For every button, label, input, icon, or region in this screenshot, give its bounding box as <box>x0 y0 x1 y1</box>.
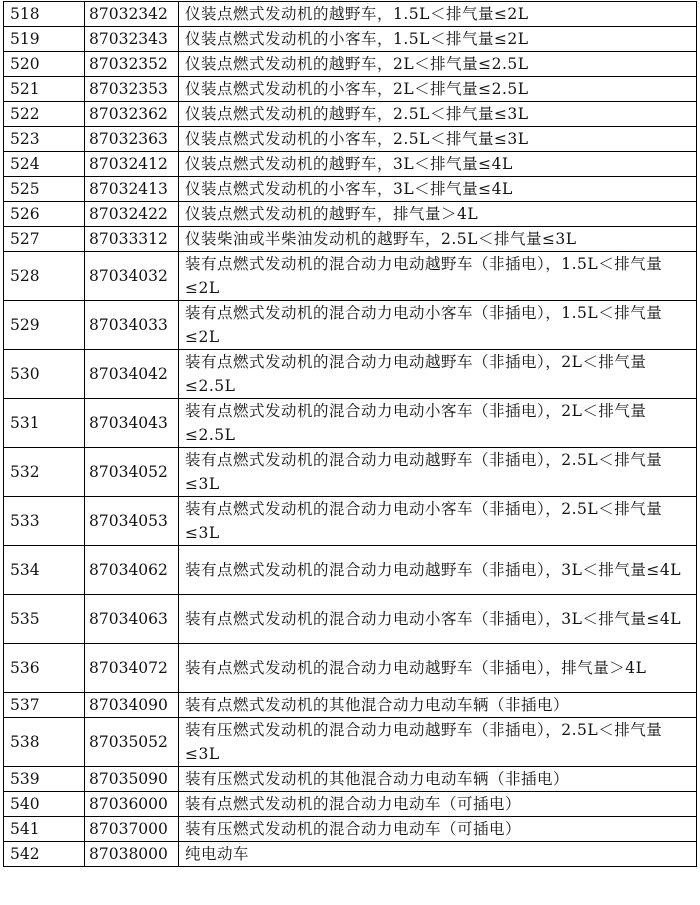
description-cell: 仪装点燃式发动机的越野车，2L＜排气量≤2.5L <box>179 52 697 77</box>
tariff-code-cell: 87034042 <box>85 350 179 399</box>
description-cell: 装有点燃式发动机的混合动力电动小客车（非插电），2L＜排气量≤2.5L <box>179 399 697 448</box>
tariff-code-cell: 87034033 <box>85 301 179 350</box>
tariff-code-cell: 87035052 <box>85 718 179 767</box>
description-cell: 仪装点燃式发动机的越野车，2.5L＜排气量≤3L <box>179 102 697 127</box>
table-row <box>4 595 697 644</box>
description-cell: 装有点燃式发动机的混合动力电动小客车（非插电），1.5L＜排气量≤2L <box>179 301 697 350</box>
row-number-cell: 521 <box>4 77 85 102</box>
table-row <box>4 2 697 27</box>
tariff-code-cell: 87032422 <box>85 202 179 227</box>
table-row <box>4 202 697 227</box>
tariff-code-cell: 87032362 <box>85 102 179 127</box>
tariff-table <box>3 1 697 867</box>
description-cell: 装有压燃式发动机的其他混合动力电动车辆（非插电） <box>179 767 697 792</box>
table-row <box>4 644 697 693</box>
table-row <box>4 842 697 867</box>
table-row <box>4 817 697 842</box>
tariff-code-cell: 87032412 <box>85 152 179 177</box>
description-cell: 装有点燃式发动机的其他混合动力电动车辆（非插电） <box>179 693 697 718</box>
table-row <box>4 27 697 52</box>
description-cell: 装有点燃式发动机的混合动力电动小客车（非插电），2.5L＜排气量≤3L <box>179 497 697 546</box>
row-number-cell: 533 <box>4 497 85 546</box>
table-row <box>4 177 697 202</box>
row-number-cell: 541 <box>4 817 85 842</box>
description-cell: 装有点燃式发动机的混合动力电动越野车（非插电），3L＜排气量≤4L <box>179 546 697 595</box>
description-cell: 仪装点燃式发动机的越野车，排气量＞4L <box>179 202 697 227</box>
description-cell: 仪装点燃式发动机的小客车，2.5L＜排气量≤3L <box>179 127 697 152</box>
description-cell: 装有点燃式发动机的混合动力电动越野车（非插电），2L＜排气量≤2.5L <box>179 350 697 399</box>
description-cell: 纯电动车 <box>179 842 697 867</box>
description-cell: 仪装点燃式发动机的小客车，2L＜排气量≤2.5L <box>179 77 697 102</box>
row-number-cell: 542 <box>4 842 85 867</box>
tariff-code-cell: 87034032 <box>85 252 179 301</box>
description-cell: 仪装点燃式发动机的小客车，3L＜排气量≤4L <box>179 177 697 202</box>
description-cell: 仪装点燃式发动机的越野车，1.5L＜排气量≤2L <box>179 2 697 27</box>
tariff-code-cell: 87032342 <box>85 2 179 27</box>
table-row <box>4 102 697 127</box>
description-cell: 装有点燃式发动机的混合动力电动车（可插电） <box>179 792 697 817</box>
row-number-cell: 532 <box>4 448 85 497</box>
row-number-cell: 524 <box>4 152 85 177</box>
row-number-cell: 537 <box>4 693 85 718</box>
row-number-cell: 538 <box>4 718 85 767</box>
description-cell: 仪装点燃式发动机的小客车，1.5L＜排气量≤2L <box>179 27 697 52</box>
table-row <box>4 497 697 546</box>
row-number-cell: 529 <box>4 301 85 350</box>
description-cell: 装有点燃式发动机的混合动力电动越野车（非插电），2.5L＜排气量≤3L <box>179 448 697 497</box>
tariff-code-cell: 87032343 <box>85 27 179 52</box>
row-number-cell: 535 <box>4 595 85 644</box>
row-number-cell: 530 <box>4 350 85 399</box>
tariff-table-body <box>4 2 697 867</box>
tariff-code-cell: 87034052 <box>85 448 179 497</box>
tariff-code-cell: 87032352 <box>85 52 179 77</box>
table-row <box>4 792 697 817</box>
table-row <box>4 546 697 595</box>
table-row <box>4 227 697 252</box>
row-number-cell: 536 <box>4 644 85 693</box>
description-cell: 装有点燃式发动机的混合动力电动越野车（非插电），1.5L＜排气量≤2L <box>179 252 697 301</box>
description-cell: 装有点燃式发动机的混合动力电动小客车（非插电），3L＜排气量≤4L <box>179 595 697 644</box>
tariff-code-cell: 87032353 <box>85 77 179 102</box>
tariff-code-cell: 87032363 <box>85 127 179 152</box>
tariff-code-cell: 87038000 <box>85 842 179 867</box>
row-number-cell: 525 <box>4 177 85 202</box>
description-cell: 装有压燃式发动机的混合动力电动车（可插电） <box>179 817 697 842</box>
tariff-code-cell: 87034062 <box>85 546 179 595</box>
row-number-cell: 528 <box>4 252 85 301</box>
table-row <box>4 77 697 102</box>
tariff-code-cell: 87036000 <box>85 792 179 817</box>
row-number-cell: 520 <box>4 52 85 77</box>
table-row <box>4 127 697 152</box>
row-number-cell: 527 <box>4 227 85 252</box>
row-number-cell: 522 <box>4 102 85 127</box>
table-row <box>4 399 697 448</box>
table-row <box>4 301 697 350</box>
tariff-code-cell: 87034053 <box>85 497 179 546</box>
tariff-code-cell: 87035090 <box>85 767 179 792</box>
table-row <box>4 767 697 792</box>
row-number-cell: 526 <box>4 202 85 227</box>
tariff-code-cell: 87033312 <box>85 227 179 252</box>
table-row <box>4 52 697 77</box>
row-number-cell: 518 <box>4 2 85 27</box>
table-row <box>4 152 697 177</box>
description-cell: 仪装柴油或半柴油发动机的越野车，2.5L＜排气量≤3L <box>179 227 697 252</box>
tariff-code-cell: 87034063 <box>85 595 179 644</box>
tariff-code-cell: 87034043 <box>85 399 179 448</box>
tariff-code-cell: 87034072 <box>85 644 179 693</box>
table-row <box>4 448 697 497</box>
row-number-cell: 523 <box>4 127 85 152</box>
row-number-cell: 540 <box>4 792 85 817</box>
row-number-cell: 519 <box>4 27 85 52</box>
row-number-cell: 531 <box>4 399 85 448</box>
table-row <box>4 693 697 718</box>
row-number-cell: 534 <box>4 546 85 595</box>
table-row <box>4 350 697 399</box>
description-cell: 仪装点燃式发动机的越野车，3L＜排气量≤4L <box>179 152 697 177</box>
description-cell: 装有点燃式发动机的混合动力电动越野车（非插电），排气量＞4L <box>179 644 697 693</box>
row-number-cell: 539 <box>4 767 85 792</box>
description-cell: 装有压燃式发动机的混合动力电动越野车（非插电），2.5L＜排气量≤3L <box>179 718 697 767</box>
tariff-code-cell: 87034090 <box>85 693 179 718</box>
tariff-code-cell: 87032413 <box>85 177 179 202</box>
tariff-code-cell: 87037000 <box>85 817 179 842</box>
table-row <box>4 718 697 767</box>
table-row <box>4 252 697 301</box>
